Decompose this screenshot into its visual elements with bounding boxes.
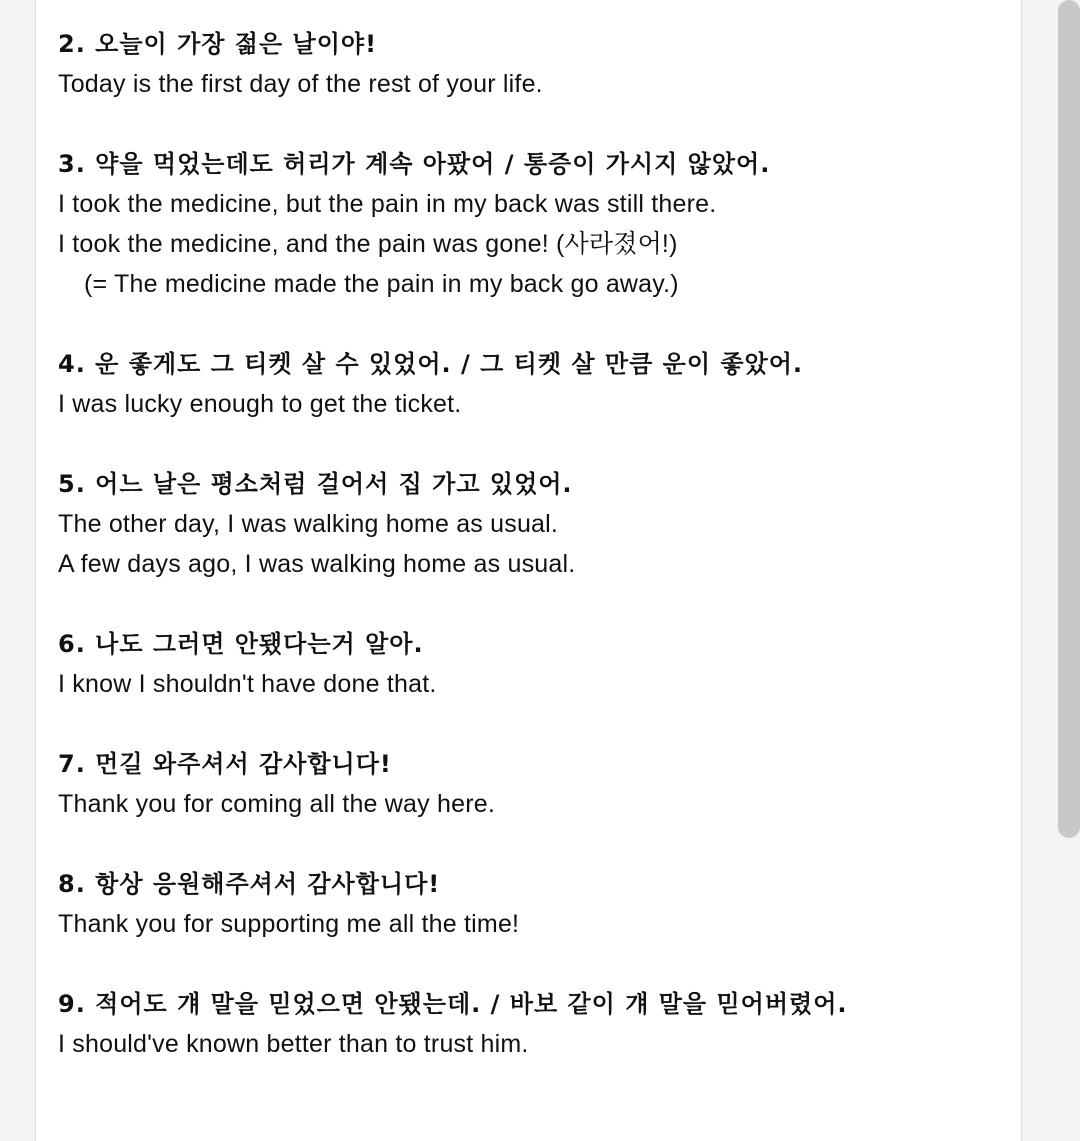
english-translation: Today is the first day of the rest of your life. xyxy=(58,70,543,98)
english-translation: A few days ago, I was walking home as usual. xyxy=(58,550,576,578)
english-translation: I know I shouldn't have done that. xyxy=(58,670,437,698)
phrase-entry-2 xyxy=(58,24,1001,104)
english-translation: I took the medicine, and the pain was gone! (사라졌어!) xyxy=(58,230,678,258)
english-translation: I should've known better than to trust him. xyxy=(58,1030,529,1058)
phrase-entry-7 xyxy=(58,744,1001,824)
english-translation: Thank you for coming all the way here. xyxy=(58,790,495,818)
phrase-entry-6 xyxy=(58,624,1001,704)
phrase-entry-4 xyxy=(58,344,1001,424)
scrollbar-thumb[interactable] xyxy=(1058,0,1080,838)
english-translation: I was lucky enough to get the ticket. xyxy=(58,390,462,418)
document-page xyxy=(35,0,1022,1141)
english-translation: Thank you for supporting me all the time! xyxy=(58,910,520,938)
translation-note: (= The medicine made the pain in my back go away.) xyxy=(84,270,679,298)
korean-phrase: 2. 오늘이 가장 젊은 날이야! xyxy=(58,30,378,58)
korean-phrase: 6. 나도 그러면 안됐다는거 알아. xyxy=(58,630,424,658)
korean-phrase: 3. 약을 먹었는데도 허리가 계속 아팠어 / 통증이 가시지 않았어. xyxy=(58,150,771,178)
phrase-entry-5 xyxy=(58,464,1001,584)
english-translation: I took the medicine, but the pain in my back was still there. xyxy=(58,190,717,218)
phrase-entry-9 xyxy=(58,984,1001,1064)
phrase-entry-3 xyxy=(58,144,1001,304)
phrase-list xyxy=(58,24,1001,1104)
korean-phrase: 4. 운 좋게도 그 티켓 살 수 있었어. / 그 티켓 살 만큼 운이 좋았어. xyxy=(58,350,804,378)
english-translation: The other day, I was walking home as usual. xyxy=(58,510,559,538)
korean-phrase: 7. 먼길 와주셔서 감사합니다! xyxy=(58,750,392,778)
korean-phrase: 9. 적어도 걔 말을 믿었으면 안됐는데. / 바보 같이 걔 말을 믿어버렸어. xyxy=(58,990,848,1018)
korean-phrase: 5. 어느 날은 평소처럼 걸어서 집 가고 있었어. xyxy=(58,470,573,498)
korean-phrase: 8. 항상 응원해주셔서 감사합니다! xyxy=(58,870,441,898)
phrase-entry-8 xyxy=(58,864,1001,944)
